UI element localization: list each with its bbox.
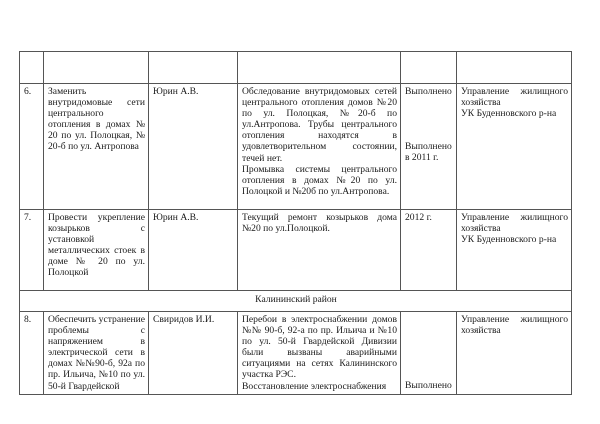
executor-cell — [457, 210, 572, 291]
status-text: Выполнено в 2011 г. — [405, 141, 452, 164]
executor-cell — [457, 84, 572, 210]
result-cell: Текущий ремонт козырьков дома №20 по ул.Полоцкой. — [238, 210, 401, 291]
row-number: 7. — [20, 210, 44, 291]
status-cell — [401, 312, 457, 395]
cell — [20, 52, 44, 84]
result-text: Обследование внутридомовых сетей центрального отопления домов №20 по ул. Полоцкая, №20-б по ул.Антропова. Трубы центрального отопления находятся в удовлетворительном состоянии, течей нет. — [242, 86, 397, 164]
status-text: Выполнено — [405, 86, 452, 97]
table-row — [20, 210, 572, 291]
task-cell: Провести укрепление козырьков с установкой металлических стоек в доме № 20 по ул. Полоцкой — [44, 210, 149, 291]
document-table — [19, 51, 572, 395]
result-cell — [238, 312, 401, 395]
executor-text: УК Буденновского р-на — [461, 234, 557, 246]
executor-text: Управление жилищного хозяйства — [461, 86, 568, 109]
responsible-cell: Свиридов И.И. — [149, 312, 238, 395]
result-cell — [238, 84, 401, 210]
cell — [149, 52, 238, 84]
cell — [401, 52, 457, 84]
responsible-cell: Юрин А.В. — [149, 210, 238, 291]
cell — [238, 52, 401, 84]
executor-cell: Управление жилищного хозяйства — [457, 312, 572, 395]
table-row — [20, 84, 572, 210]
row-number: 8. — [20, 312, 44, 395]
result-text: Промывка системы центрального отопления в домах №20 по ул. Полоцкой и №20б по ул.Антропова. — [242, 163, 397, 197]
status-cell — [401, 84, 457, 210]
task-cell: Обеспечить устранение проблемы с напряжением в электрической сети в домах №№90-б, 92а по пр. Ильича, №10 по ул. 50-й Гвардейской — [44, 312, 149, 395]
table-row-empty — [20, 52, 572, 84]
table-row — [20, 312, 572, 395]
responsible-cell: Юрин А.В. — [149, 84, 238, 210]
result-text: Восстановление электроснабжения — [242, 380, 387, 392]
status-text: Выполнено — [405, 380, 452, 391]
section-title: Калининский район — [20, 291, 572, 312]
section-row — [20, 291, 572, 312]
result-text: Перебои в электроснабжении домов №№ 90-б, 92-а по пр. Ильича и №10 по ул. 50-й Гвардейской Дивизии были вызваны аварийными ситуациями на сетях Калининского участка РЭС. — [242, 314, 397, 381]
executor-text: УК Буденновского р-на — [461, 108, 557, 120]
executor-text: Управление жилищного хозяйства — [461, 212, 568, 235]
task-cell: Заменить внутридомовые сети центрального отопления в домах № 20 по ул. Полоцкая, № 20-б по ул. Антропова — [44, 84, 149, 210]
row-number: 6. — [20, 84, 44, 210]
cell — [44, 52, 149, 84]
cell — [457, 52, 572, 84]
status-cell: 2012 г. — [401, 210, 457, 291]
